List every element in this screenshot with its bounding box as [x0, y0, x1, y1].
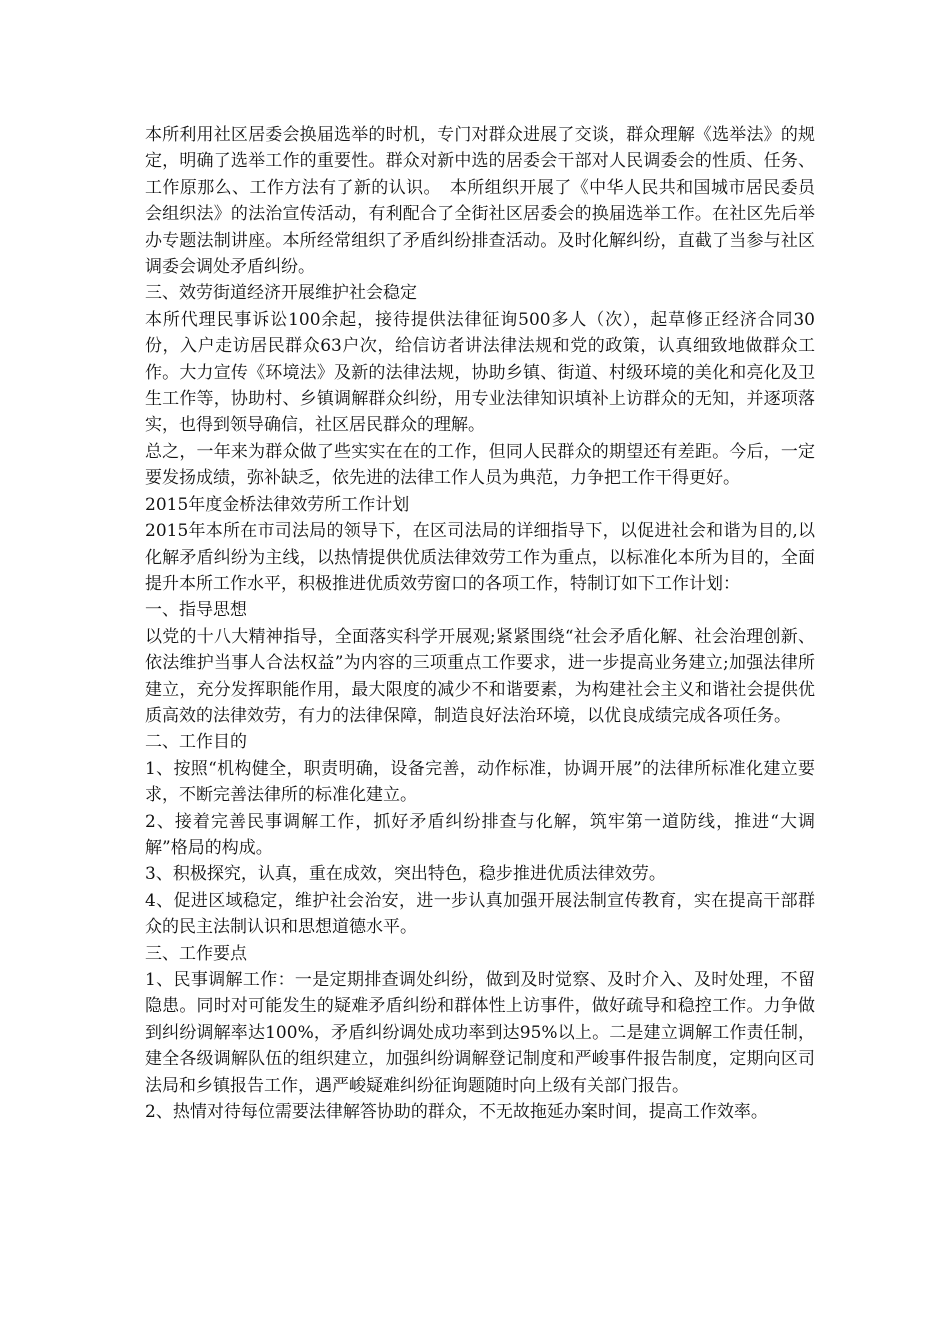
list-item-point-2: 2、热情对待每位需要法律解答协助的群众，不无故拖延办案时间，提高工作效率。: [145, 1102, 768, 1123]
heading-serve-street-economy: 三、效劳街道经济开展维护社会稳定: [145, 283, 417, 304]
heading-guiding-ideology: 一、指导思想: [145, 600, 247, 621]
list-item-goal-3: 3、积极探究，认真，重在成效，突出特色，稳步推进优质法律效劳。: [145, 864, 666, 885]
list-item-point-1: 1、民事调解工作：一是定期排查调处纠纷，做到及时觉察、及时介入、及时处理，不留隐患。同时对可能发生的疑难矛盾纠纷和群体性上访事件，做好疏导和稳控工作。力争做到纠纷调解率达100%，矛盾纠纷调处成功率到达95%以上。二是建立调解工作责任制，建全各级调解队伍的组织建立，加强纠纷调解登记制度和严峻事件报告制度，定期向区司法局和乡镇报告工作，遇严峻疑难纠纷征询题随时向上级有关部门报告。: [145, 970, 815, 1096]
paragraph-summary: 总之，一年来为群众做了些实实在在的工作，但同人民群众的期望还有差距。今后，一定要发扬成绩，弥补缺乏，依先进的法律工作人员为典范，力争把工作干得更好。: [145, 441, 815, 489]
paragraph-guiding-ideology: 以党的十八大精神指导，全面落实科学开展观;紧紧围绕“社会矛盾化解、社会治理创新、依法维护当事人合法权益”为内容的三项重点工作要求，进一步提高业务建立;加强法律所建立，充分发挥职能作用，最大限度的减少不和谐要素，为构建社会主义和谐社会提供优质高效的法律效劳，有力的法律保障，制造良好法治环境，以优良成绩完成各项任务。: [145, 626, 815, 726]
list-item-goal-4: 4、促进区域稳定，维护社会治安，进一步认真加强开展法制宣传教育，实在提高干部群众的民主法制认识和思想道德水平。: [145, 890, 815, 938]
heading-work-goals: 二、工作目的: [145, 732, 247, 753]
heading-work-points: 三、工作要点: [145, 943, 247, 964]
heading-work-plan-title: 2015年度金桥法律效劳所工作计划: [145, 494, 410, 515]
list-item-goal-2: 2、接着完善民事调解工作，抓好矛盾纠纷排查与化解，筑牢第一道防线，推进“大调解”格局的构成。: [145, 811, 815, 858]
list-item-goal-1: 1、按照“机构健全，职责明确，设备完善，动作标准，协调开展”的法律所标准化建立要求，不断完善法律所的标准化建立。: [145, 758, 815, 806]
paragraph-election-work: 本所利用社区居委会换届选举的时机，专门对群众进展了交谈，群众理解《选举法》的规定，明确了选举工作的重要性。群众对新中选的居委会干部对人民调委会的性质、任务、工作原那么、工作方法有了新的认识。 本所组织开展了《中华人民共和国城市居民委员会组织法》的法治宣传活动，有利配合了全街社区居委会的换届选举工作。在社区先后举办专题法制讲座。本所经常组织了矛盾纠纷排查活动。及时化解纠纷，直截了当参与社区调委会调处矛盾纠纷。: [145, 125, 815, 278]
document-body: [145, 122, 815, 1125]
paragraph-legal-services-stats: 本所代理民事诉讼100余起，接待提供法律征询500多人（次），起草修正经济合同30份，入户走访居民群众63户次，给信访者讲法律法规和党的政策，认真细致地做群众工作。大力宣传《环境法》及新的法律法规，协助乡镇、街道、村级环境的美化和亮化及卫生工作等，协助村、乡镇调解群众纠纷，用专业法律知识填补上访群众的无知，并逐项落实，也得到领导确信，社区居民群众的理解。: [145, 309, 815, 436]
paragraph-plan-intro: 2015年本所在市司法局的领导下，在区司法局的详细指导下，以促进社会和谐为目的,以化解矛盾纠纷为主线，以热情提供优质法律效劳工作为重点，以标准化本所为目的，全面提升本所工作水平，积极推进优质效劳窗口的各项工作，特制订如下工作计划：: [145, 521, 815, 594]
